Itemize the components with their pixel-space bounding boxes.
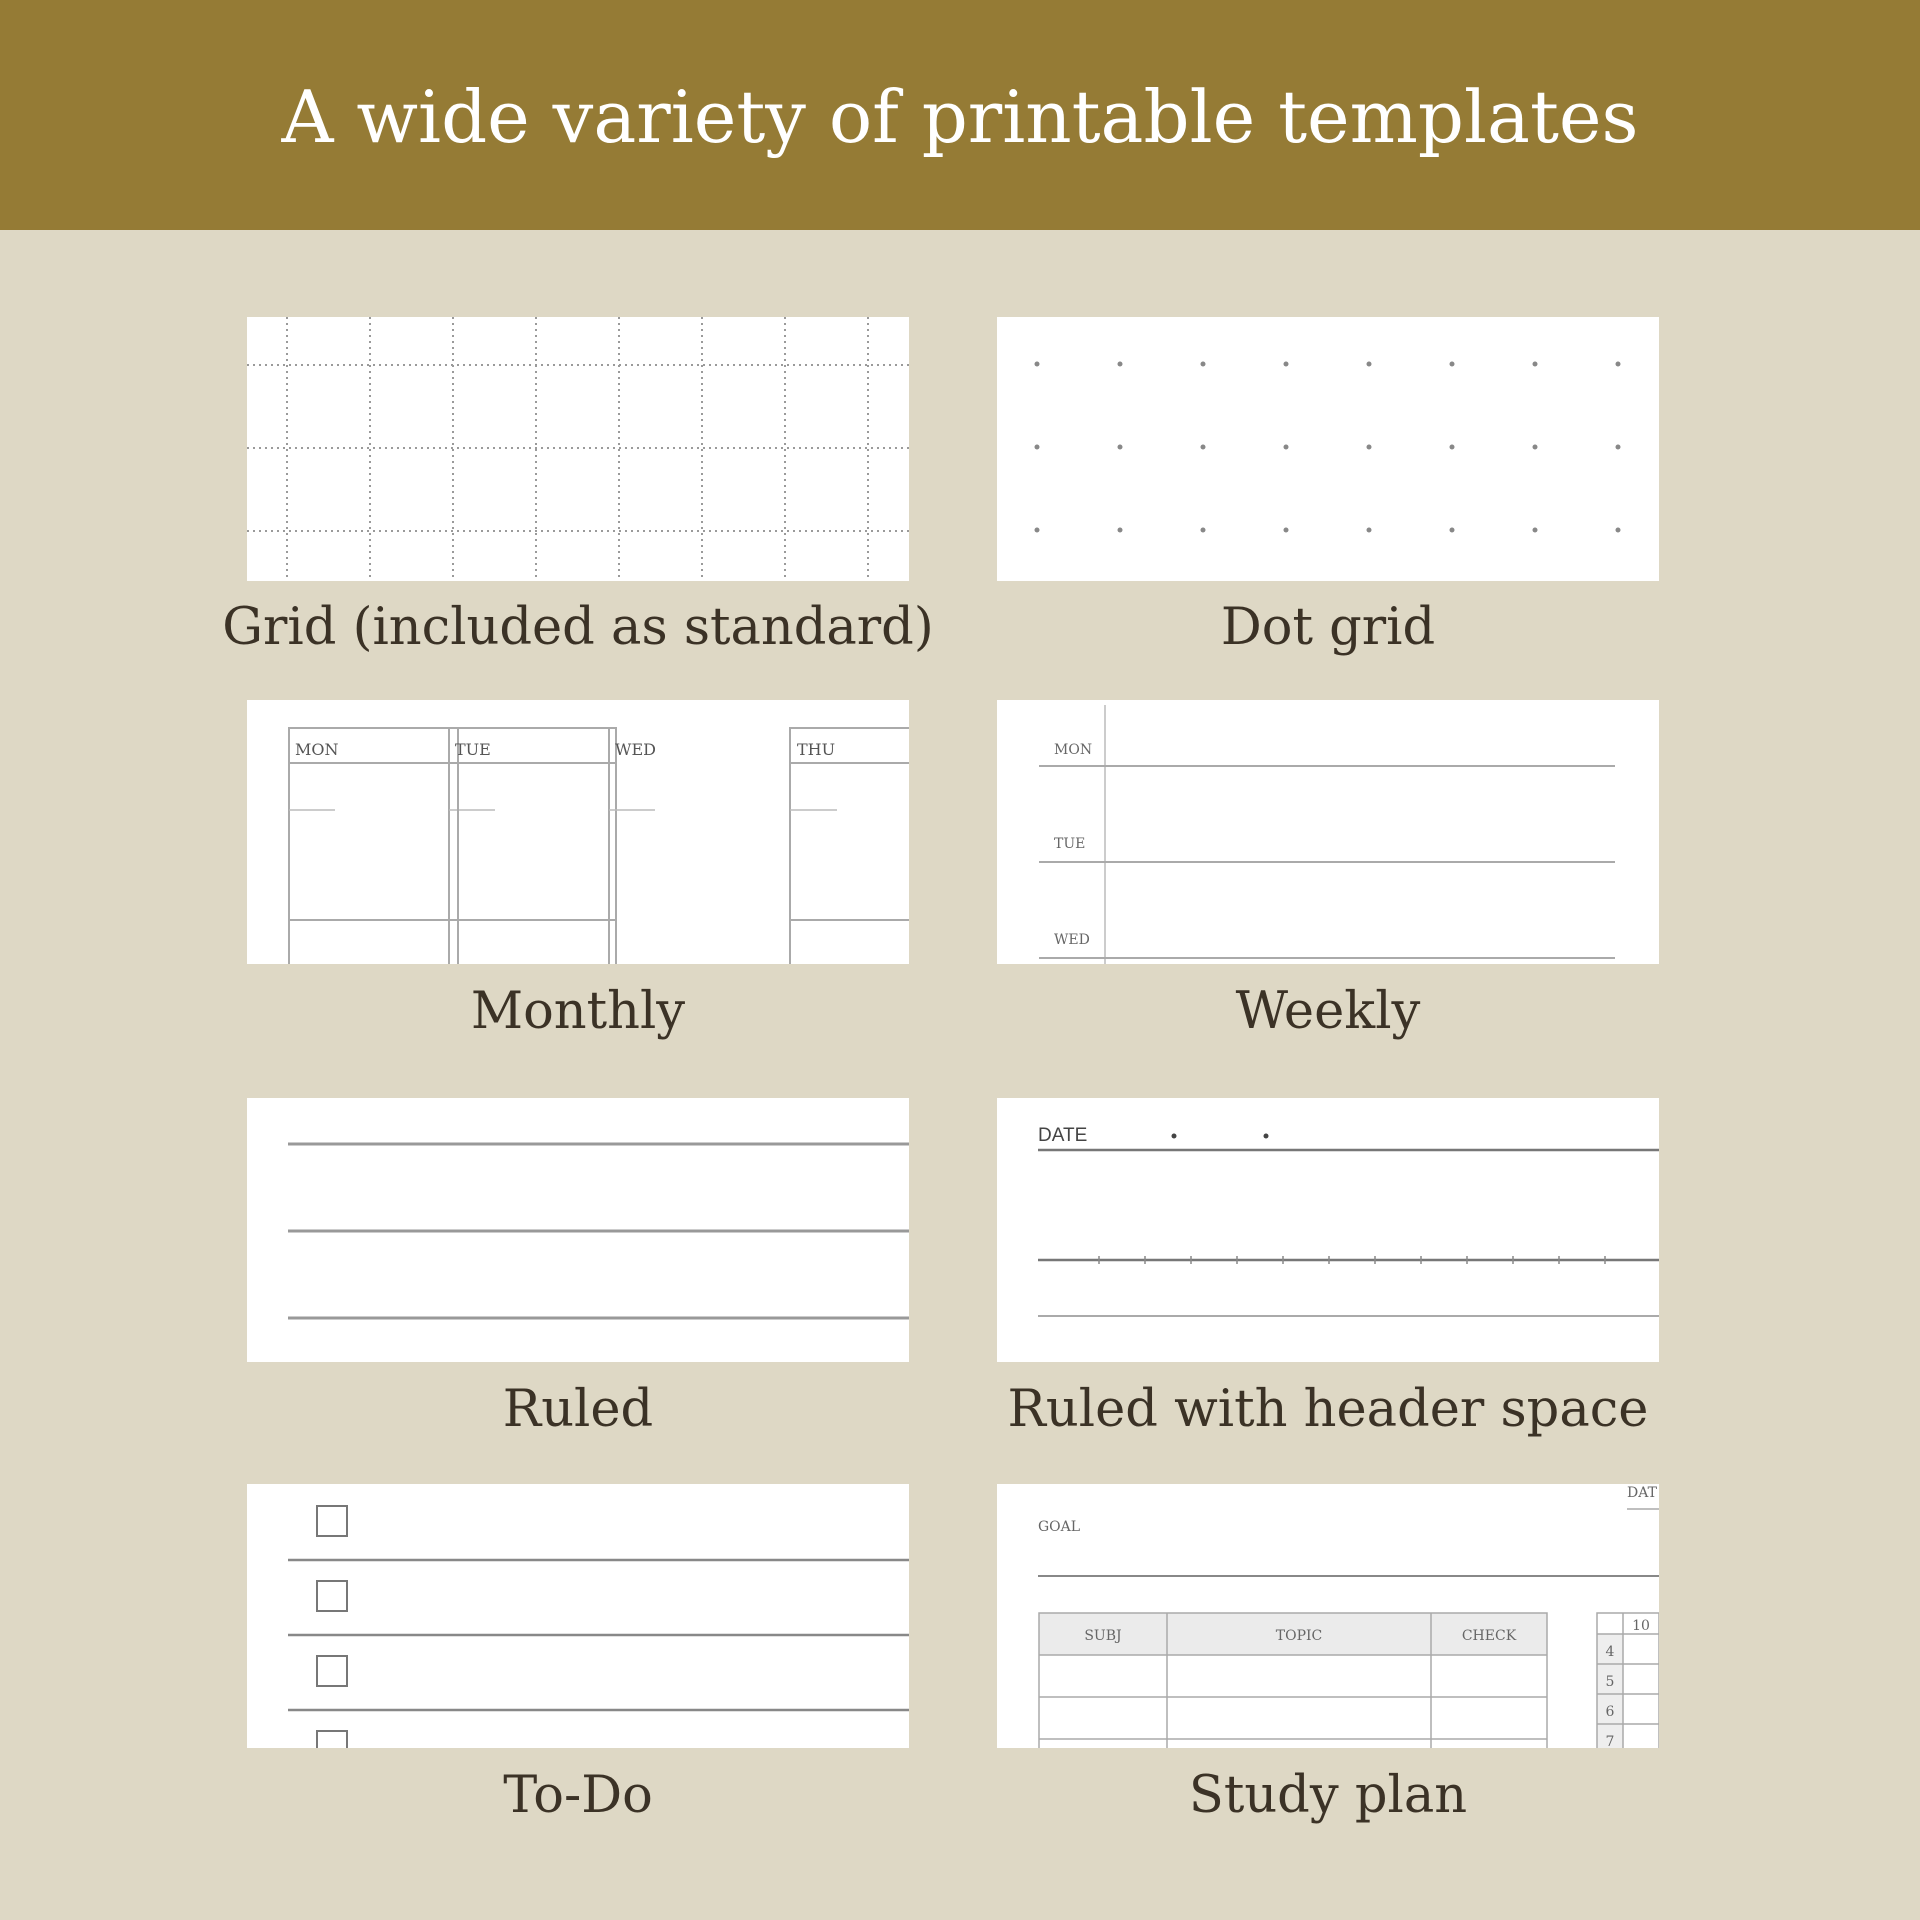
dot-pattern xyxy=(997,317,1659,581)
template-label-study-plan: Study plan xyxy=(1188,1766,1468,1825)
date-label: DATE xyxy=(1038,1125,1088,1146)
template-label-monthly: Monthly xyxy=(470,982,686,1041)
study-side-row: 7 xyxy=(1605,1734,1615,1748)
study-side-row: 4 xyxy=(1605,1644,1615,1660)
checkbox-icon xyxy=(317,1656,347,1686)
study-col-topic: TOPIC xyxy=(1275,1628,1323,1644)
weekly-day-wed: WED xyxy=(1054,932,1090,948)
monthly-day-thu: THU xyxy=(797,740,836,759)
study-col-check: CHECK xyxy=(1461,1628,1517,1644)
grid-pattern xyxy=(247,317,909,581)
study-side-row: 5 xyxy=(1605,1674,1615,1690)
template-label-weekly: Weekly xyxy=(1235,982,1421,1041)
template-label-ruled-header: Ruled with header space xyxy=(1007,1380,1649,1439)
weekly-day-mon: MON xyxy=(1054,742,1093,758)
study-col-subj: SUBJ xyxy=(1084,1628,1122,1644)
monthly-day-tue: TUE xyxy=(455,740,491,759)
monthly-calendar xyxy=(247,700,909,964)
header-banner xyxy=(0,0,1920,230)
study-plan-template-preview xyxy=(997,1484,1659,1748)
template-label-dot-grid: Dot grid xyxy=(1220,598,1436,657)
study-side-header: 10 xyxy=(1632,1618,1650,1634)
study-date-label: DAT xyxy=(1627,1485,1657,1501)
monthly-day-wed: WED xyxy=(615,740,656,759)
ruled-template-preview xyxy=(247,1098,909,1362)
ruled-header-lines xyxy=(997,1098,1659,1362)
template-label-todo: To-Do xyxy=(503,1766,653,1825)
study-side-row: 6 xyxy=(1605,1704,1615,1720)
checkbox-icon xyxy=(317,1506,347,1536)
page-title: A wide variety of printable templates xyxy=(281,75,1639,159)
ruled-lines xyxy=(247,1098,909,1362)
monthly-day-mon: MON xyxy=(295,740,339,759)
monthly-template-preview xyxy=(247,700,909,964)
goal-label: GOAL xyxy=(1038,1519,1081,1535)
dot-grid-template-preview xyxy=(997,317,1659,581)
checkbox-icon xyxy=(317,1731,347,1748)
weekly-planner xyxy=(997,700,1659,964)
template-label-grid: Grid (included as standard) xyxy=(222,598,934,657)
grid-template-preview xyxy=(247,317,909,581)
template-label-ruled: Ruled xyxy=(502,1380,654,1439)
study-plan-layout xyxy=(997,1484,1659,1748)
checkbox-icon xyxy=(317,1581,347,1611)
weekly-day-tue: TUE xyxy=(1054,836,1086,852)
todo-list xyxy=(247,1484,909,1748)
ruled-header-template-preview xyxy=(997,1098,1659,1362)
weekly-template-preview xyxy=(997,700,1659,964)
todo-template-preview xyxy=(247,1484,909,1748)
